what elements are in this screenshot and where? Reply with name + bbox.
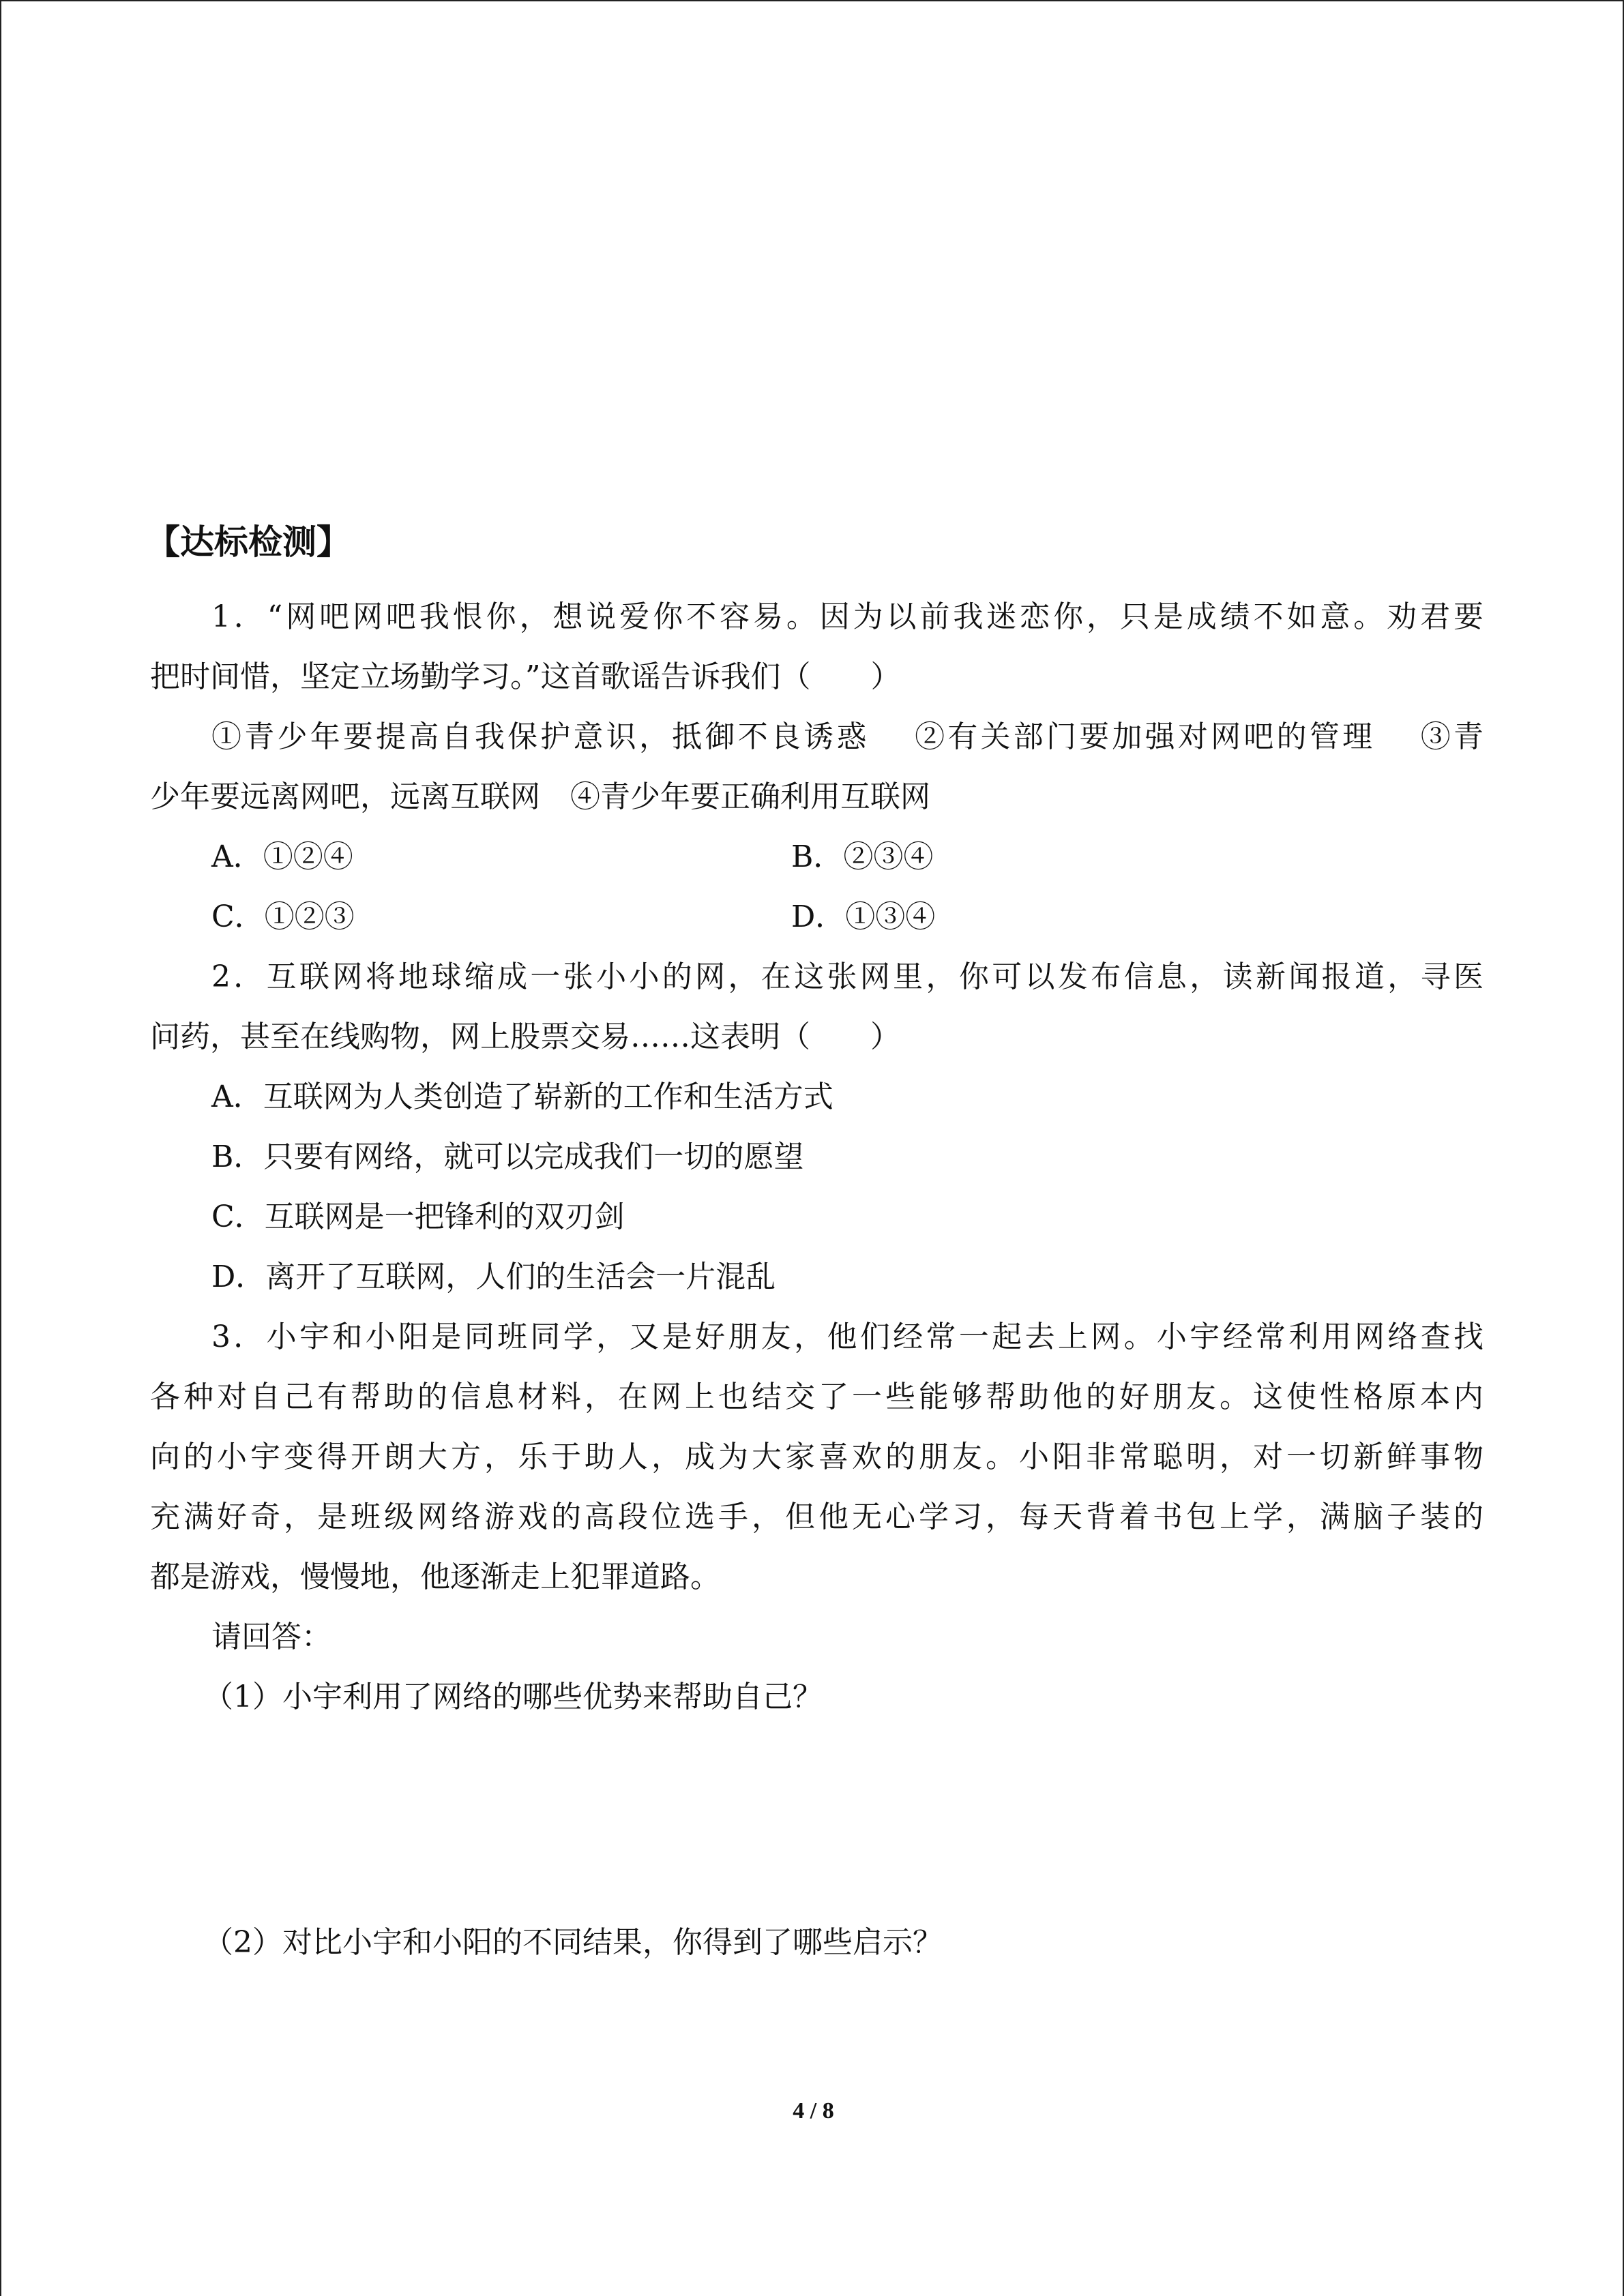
question-1-option-a: A．①②④ xyxy=(211,839,353,874)
question-1-options-row-2 xyxy=(150,887,1483,947)
question-3-line-1: 3．小宇和小阳是同班同学，又是好朋友，他们经常一起去上网。小宇经常利用网络查找 xyxy=(211,1320,1483,1354)
question-2-stem-line-2: 问药，甚至在线购物，网上股票交易……这表明（ ） xyxy=(150,1019,900,1054)
question-3-line-2: 各种对自己有帮助的信息材料，在网上也结交了一些能够帮助他的好朋友。这使性格原本内 xyxy=(150,1380,1483,1414)
question-2-option-d: D．离开了互联网，人们的生活会一片混乱 xyxy=(211,1259,776,1294)
question-1-option-c: C．①②③ xyxy=(211,899,355,934)
section-title: 【达标检测】 xyxy=(146,522,351,562)
question-3-line-5: 都是游戏，慢慢地，他逐渐走上犯罪道路。 xyxy=(150,1560,720,1594)
question-1-option-d: D．①③④ xyxy=(791,899,936,934)
question-1-items-line-1: ①青少年要提高自我保护意识，抵御不良诱惑 ②有关部门要加强对网吧的管理 ③青 xyxy=(211,719,1483,754)
question-1-options-row-1 xyxy=(150,827,1483,887)
question-3-line-4: 充满好奇，是班级网络游戏的高段位选手，但他无心学习，每天背着书包上学，满脑子装的 xyxy=(150,1500,1483,1534)
question-3 xyxy=(150,1307,1483,1973)
question-1-items-line-2: 少年要远离网吧，远离互联网 ④青少年要正确利用互联网 xyxy=(150,779,930,814)
question-3-subquestion-2: （2）对比小宇和小阳的不同结果，你得到了哪些启示？ xyxy=(203,1925,943,1960)
question-1-stem-line-1: 1．“网吧网吧我恨你，想说爱你不容易。因为以前我迷恋你，只是成绩不如意。劝君要 xyxy=(211,599,1483,634)
question-2-stem-line-1: 2．互联网将地球缩成一张小小的网，在这张网里，你可以发布信息，读新闻报道，寻医 xyxy=(211,959,1483,994)
question-2-option-c: C．互联网是一把锋利的双刃剑 xyxy=(211,1199,625,1234)
page-number: 4 / 8 xyxy=(793,2098,834,2123)
question-1-option-b: B．②③④ xyxy=(791,839,934,874)
question-1 xyxy=(150,587,1483,947)
question-3-line-3: 向的小宇变得开朗大方，乐于助人，成为大家喜欢的朋友。小阳非常聪明，对一切新鲜事物 xyxy=(150,1440,1483,1474)
question-2-option-b: B．只要有网络，就可以完成我们一切的愿望 xyxy=(211,1139,804,1174)
question-2-option-a: A．互联网为人类创造了崭新的工作和生活方式 xyxy=(211,1079,833,1114)
question-3-subquestion-1: （1）小宇利用了网络的哪些优势来帮助自己？ xyxy=(203,1680,823,1714)
question-3-prompt: 请回答： xyxy=(211,1620,331,1654)
question-1-stem-line-2: 把时间惜，坚定立场勤学习。”这首歌谣告诉我们（ ） xyxy=(150,659,901,694)
question-2 xyxy=(150,947,1483,1307)
answer-space-1[interactable] xyxy=(150,1727,1483,1913)
content-area xyxy=(146,509,1483,1973)
